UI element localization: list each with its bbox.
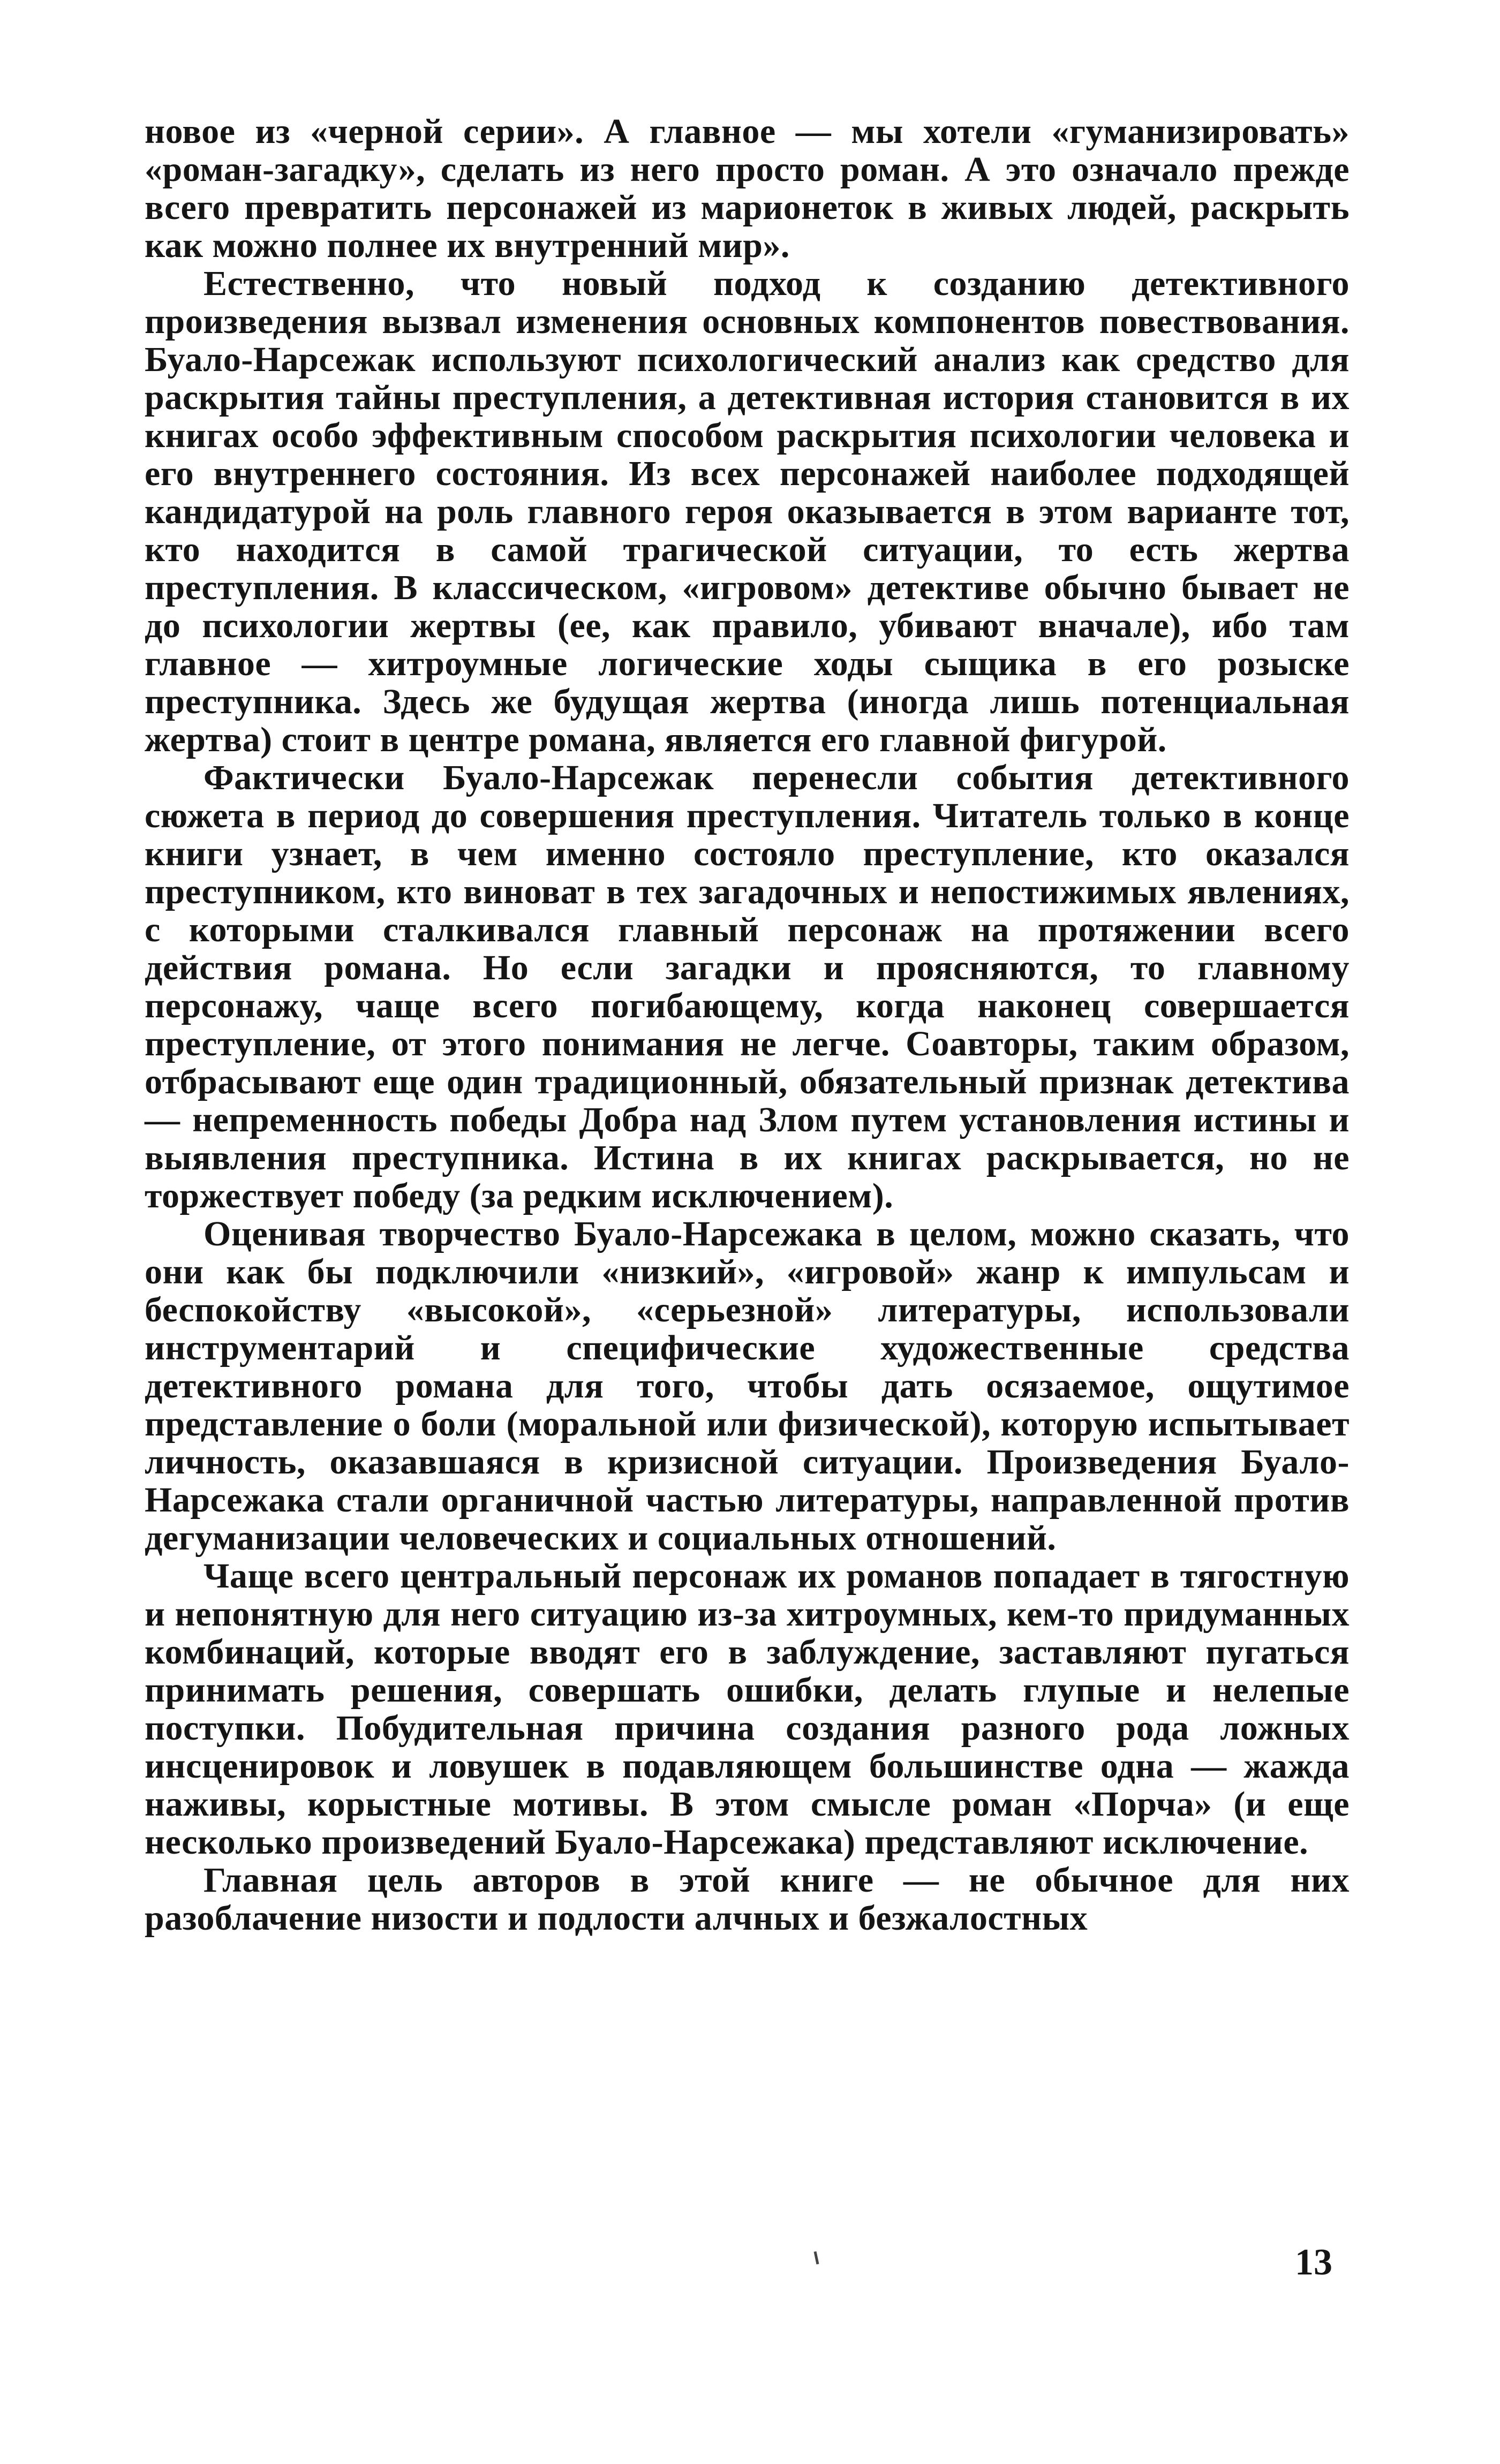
paragraph-5: Чаще всего центральный персонаж их романов попадает в тягостную и непонятную для него ситуацию из-за хитроумных, кем-то придуманных комбинаций, которые вводят его в заблуждение, заставляют пугаться принимать решения, совершать ошибки, делать глупые и нелепые поступки. Побудительная причина создания разного рода ложных инсценировок и ловушек в подавляющем большинстве одна — жажда наживы, корыстные мотивы. В этом смысле роман «Порча» (и еще несколько произведений Буало-Нарсежака) представляют исключение.: [145, 1556, 1350, 1862]
page-number: 13: [1295, 2242, 1332, 2283]
paragraph-2: Естественно, что новый подход к созданию детективного произведения вызвал изменения основных компонентов повествования. Буало-Нарсежак используют психологический анализ как средство для раскрытия тайны преступления, а детективная история становится в их книгах особо эффективным способом раскрытия психологии человека и его внутреннего состояния. Из всех персонажей наиболее подходящей кандидатурой на роль главного героя оказывается в этом варианте тот, кто находится в самой трагической ситуации, то есть жертва преступления. В классическом, «игровом» детективе обычно бывает не до психологии жертвы (ее, как правило, убивают вначале), ибо там главное — хитроумные логические ходы сыщика в его розыске преступника. Здесь же будущая жертва (иногда лишь потенциальная жертва) стоит в центре романа, является его главной фигурой.: [145, 264, 1350, 759]
paragraph-4: Оценивая творчество Буало-Нарсежака в целом, можно сказать, что они как бы подключили «низкий», «игровой» жанр к импульсам и беспокойству «высокой», «серьезной» литературы, использовали инструментарий и специфические художественные средства детективного романа для того, чтобы дать осязаемое, ощутимое представление о боли (моральной или физической), которую испытывает личность, оказавшаяся в кризисной ситуации. Произведения Буало-Нарсежака стали органичной частью литературы, направленной против дегуманизации человеческих и социальных отношений.: [145, 1214, 1350, 1558]
paragraph-3: Фактически Буало-Нарсежак перенесли события детективного сюжета в период до совершения преступления. Читатель только в конце книги узнает, в чем именно состояло преступление, кто оказался преступником, кто виноват в тех загадочных и непостижимых явлениях, с которыми сталкивался главный персонаж на протяжении всего действия романа. Но если загадки и проясняются, то главному персонажу, чаще всего погибающему, когда наконец совершается преступление, от этого понимания не легче. Соавторы, таким образом, отбрасывают еще один традиционный, обязательный признак детектива — непременность победы Добра над Злом путем установления истины и выявления преступника. Истина в их книгах раскрывается, но не торжествует победу (за редким исключением).: [145, 758, 1350, 1215]
paragraph-1: новое из «черной серии». А главное — мы хотели «гуманизировать» «роман-загадку», сделать из него просто роман. А это означало прежде всего превратить персонажей из марионеток в живых людей, раскрыть как можно полнее их внутренний мир».: [145, 112, 1350, 265]
print-speck: [814, 2251, 819, 2265]
page-body: [145, 112, 1350, 1937]
paragraph-6: Главная цель авторов в этой книге — не обычное для них разоблачение низости и подлости алчных и безжалостных: [145, 1861, 1350, 1938]
